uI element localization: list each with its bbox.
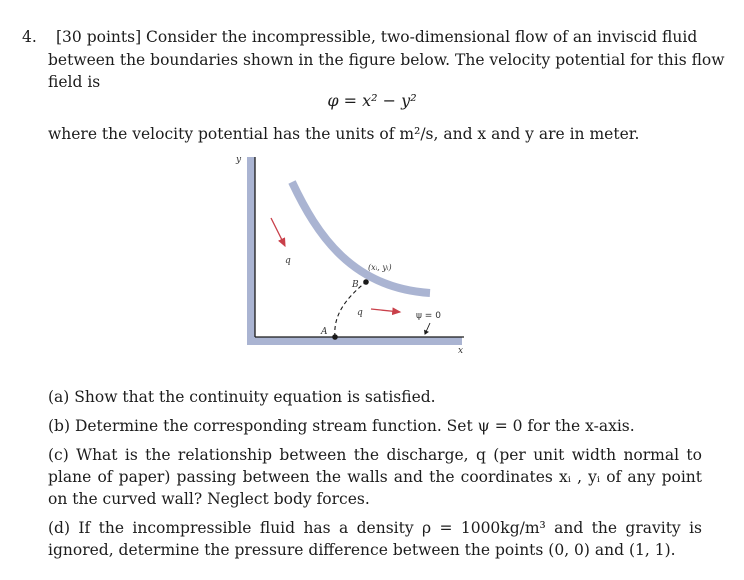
flow-figure <box>232 150 482 360</box>
label-A: A <box>321 327 328 337</box>
y-axis-label: y <box>236 155 242 165</box>
point-A <box>332 334 338 340</box>
label-psi-zero: ψ = 0 <box>416 311 441 321</box>
curved-wall <box>292 182 430 293</box>
label-B: B <box>352 280 359 290</box>
units-statement: where the velocity potential has the units of m²/s, and x and y are in meter. <box>48 125 640 143</box>
part-d: (d) If the incompressible fluid has a density ρ = 1000kg/m³ and the gravity is ignored, determine the pressure difference between the points (0, 0) and (1, 1). <box>48 519 702 559</box>
vertical-wall <box>247 157 255 345</box>
problem-intro-line-2: between the boundaries shown in the figure below. The velocity potential for this flow <box>48 51 725 69</box>
point-B <box>363 279 369 285</box>
part-b: (b) Determine the corresponding stream function. Set ψ = 0 for the x-axis. <box>48 417 635 435</box>
part-a: (a) Show that the continuity equation is satisfied. <box>48 388 436 406</box>
psi-pointer-arrow <box>425 323 430 334</box>
flow-arrow-left <box>271 218 285 246</box>
velocity-potential-equation: φ = x² − y² <box>327 91 417 110</box>
label-point-coords: (xᵢ, yᵢ) <box>368 263 392 272</box>
problem-number: 4. <box>22 28 37 46</box>
problem-intro-line-1: [30 points] Consider the incompressible, two-dimensional flow of an inviscid fluid <box>56 28 698 46</box>
label-q-bottom: q <box>357 308 363 318</box>
x-axis-label: x <box>458 346 464 356</box>
label-q-left: q <box>285 256 291 266</box>
part-c: (c) What is the relationship between the discharge, q (per unit width normal to plane of paper) passing between the walls and the coordinates xᵢ , yᵢ of any point on the curved wall? Neglect body forces. <box>48 446 702 508</box>
problem-intro-line-3: field is <box>48 73 101 91</box>
flow-arrow-bottom <box>371 309 400 312</box>
horizontal-wall <box>247 337 462 345</box>
